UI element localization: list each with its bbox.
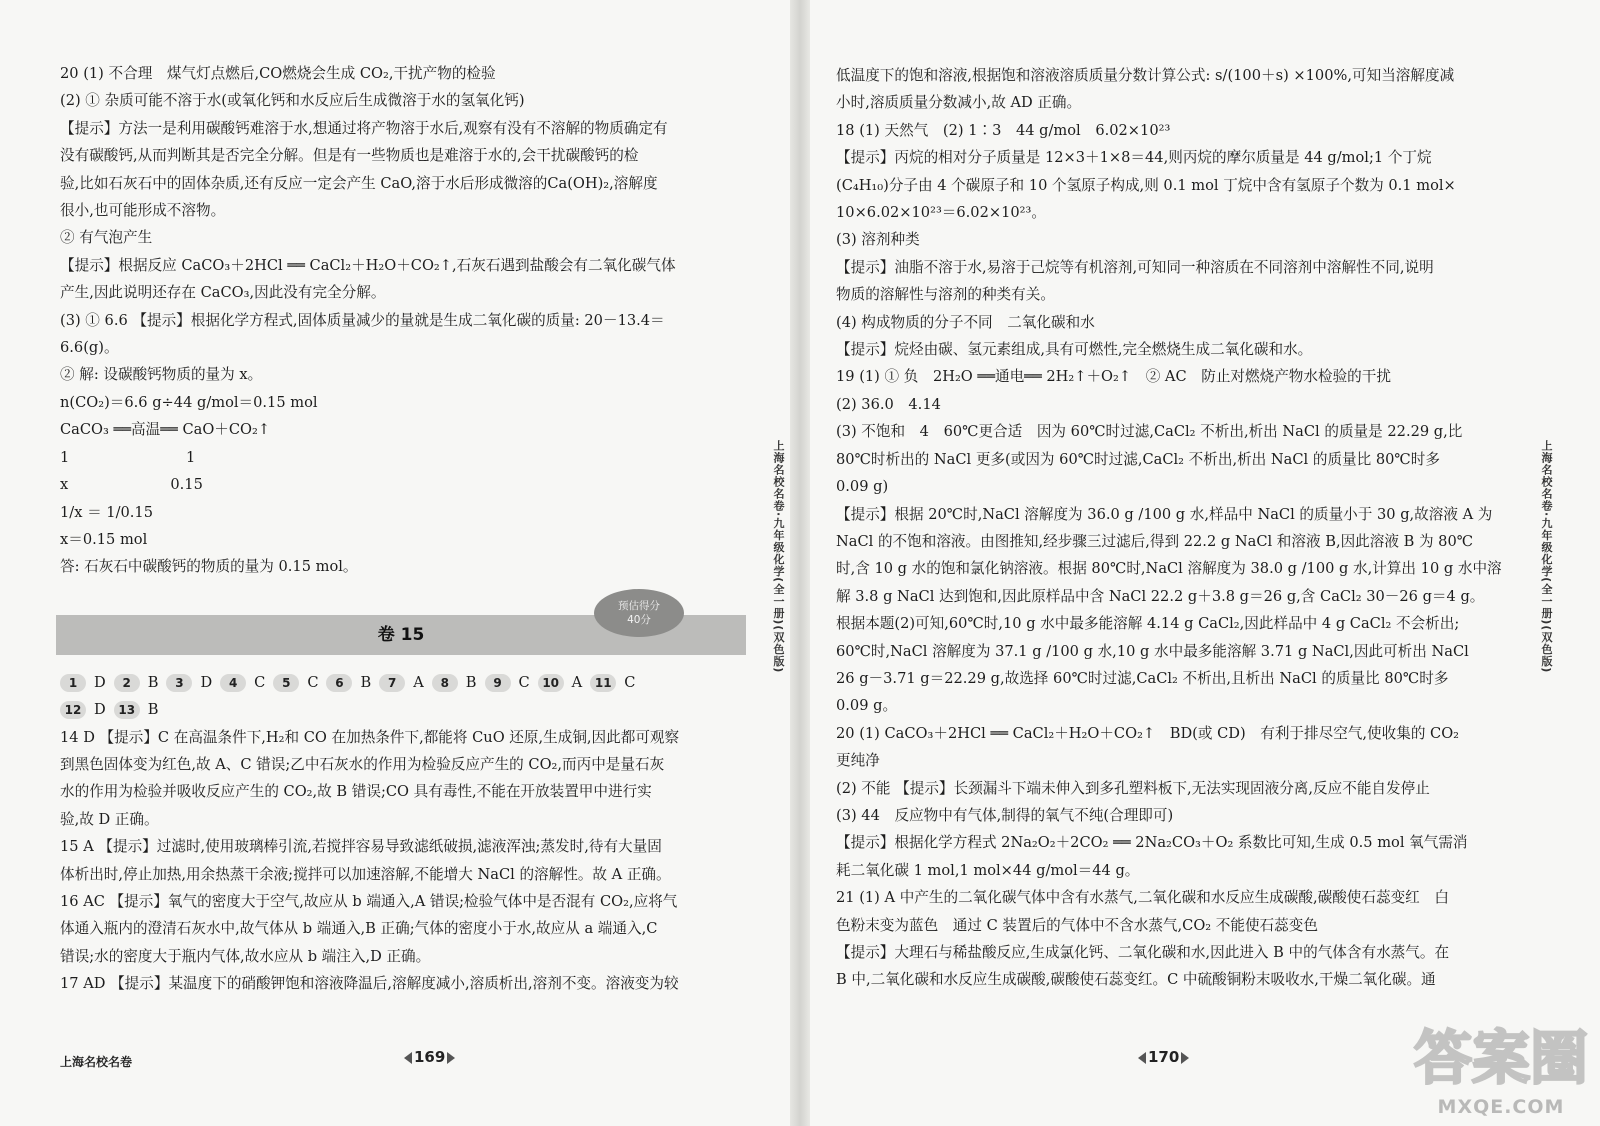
- section-banner: [56, 599, 746, 655]
- answer-value: A: [571, 673, 583, 691]
- score-bubble-line: 40分: [627, 613, 651, 626]
- question-number-badge: 8: [432, 674, 458, 692]
- text-line: 21 (1) A 中产生的二氧化碳气体中含有水蒸气,二氧化碳和水反应生成碳酸,碳酸使石蕊变红 白: [836, 889, 1449, 907]
- answer-value: A: [413, 673, 424, 691]
- left-page-content: [60, 60, 760, 998]
- text-line: ② 有气泡产生: [60, 229, 153, 247]
- score-bubble: [594, 589, 684, 637]
- answer-value: B: [147, 701, 159, 719]
- text-line: x 0.15: [60, 476, 203, 494]
- answer-value: B: [360, 673, 372, 691]
- text-line: 15 A 【提示】过滤时,使用玻璃棒引流,若搅拌容易导致滤纸破损,滤液浑浊;蒸发时,待有大量固: [60, 838, 662, 856]
- text-line: 低温度下的饱和溶液,根据饱和溶液溶质质量分数计算公式: s/(100＋s) ×100%,可知当溶解度减: [836, 67, 1455, 84]
- question-number-badge: 5: [273, 674, 299, 692]
- arrow-right-icon: [1181, 1052, 1189, 1064]
- text-line: 体析出时,停止加热,用余热蒸干余液;搅拌可以加速溶解,不能增大 NaCl 的溶解性。故 A 正确。: [60, 865, 671, 883]
- text-line: 6.6(g)。: [60, 339, 119, 357]
- text-line: (3) 不饱和 4 60℃更合适 因为 60℃时过滤,CaCl₂ 不析出,析出 NaCl 的质量是 22.29 g,比: [836, 423, 1463, 441]
- text-line: 【提示】油脂不溶于水,易溶于己烷等有机溶剂,可知同一种溶质在不同溶剂中溶解性不同,说明: [836, 258, 1434, 276]
- watermark-logo: [1408, 1010, 1594, 1120]
- text-line: 产生,因此说明还存在 CaCO₃,因此没有完全分解。: [60, 284, 386, 302]
- text-line: 没有碳酸钙,从而判断其是否完全分解。但是有一些物质也是难溶于水的,会干扰碳酸钙的检: [60, 147, 639, 165]
- page-number: [404, 1048, 455, 1066]
- text-line: 小时,溶质质量分数减小,故 AD 正确。: [836, 94, 1082, 112]
- text-line: ② 解: 设碳酸钙物质的量为 x。: [60, 366, 263, 384]
- text-line: 更纯净: [836, 752, 880, 770]
- text-line: 80℃时析出的 NaCl 更多(或因为 60℃时过滤,CaCl₂ 不析出,析出 NaCl 的质量比 80℃时多: [836, 450, 1440, 468]
- question-number-badge: 3: [166, 674, 192, 692]
- answer-row-2: [60, 696, 760, 723]
- text-line: 0.09 g。: [836, 697, 898, 715]
- text-line: (2) 36.0 4.14: [836, 395, 941, 413]
- text-line: 【提示】根据 20℃时,NaCl 溶解度为 36.0 g /100 g 水,样品中 NaCl 的质量小于 30 g,故溶液 A 为: [836, 505, 1493, 523]
- text-line: 16 AC 【提示】氧气的密度大于空气,故应从 b 端通入,A 错误;检验气体中是否混有 CO₂,应将气: [60, 892, 678, 910]
- right-page-content: [836, 62, 1546, 994]
- answer-value: B: [465, 673, 477, 691]
- section-title: 卷 15: [377, 624, 425, 645]
- text-line: x＝0.15 mol: [60, 530, 148, 548]
- text-line: 20 (1) 不合理 煤气灯点燃后,CO燃烧会生成 CO₂,干扰产物的检验: [60, 65, 496, 82]
- text-line: 【提示】根据化学方程式 2Na₂O₂＋2CO₂ ══ 2Na₂CO₃＋O₂ 系数比可知,生成 0.5 mol 氧气需消: [836, 834, 1468, 852]
- question-number-badge: 2: [114, 674, 140, 692]
- text-line: 19 (1) ① 负 2H₂O ══通电══ 2H₂↑＋O₂↑ ② AC 防止对燃烧产物水检验的干扰: [836, 368, 1391, 386]
- text-line: (3) 溶剂种类: [836, 231, 920, 249]
- text-line: 验,故 D 正确。: [60, 810, 159, 828]
- question-number-badge: 1: [60, 674, 86, 692]
- text-line: 根据本题(2)可知,60℃时,10 g 水中最多能溶解 4.14 g CaCl₂,因此样品中 4 g CaCl₂ 不会析出;: [836, 615, 1460, 633]
- left-page: [0, 0, 792, 1126]
- text-line: 0.09 g): [836, 478, 889, 496]
- text-line: (3) ① 6.6 【提示】根据化学方程式,固体质量减少的量就是生成二氧化碳的质量: 20－13.4＝: [60, 311, 665, 329]
- text-line: 解 3.8 g NaCl 达到饱和,因此原样品中含 NaCl 22.2 g＋3.8 g＝26 g,含 CaCl₂ 30－26 g＝4 g。: [836, 587, 1485, 605]
- text-line: 60℃时,NaCl 溶解度为 37.1 g /100 g 水,10 g 水中最多能溶解 3.71 g NaCl,因此可析出 NaCl: [836, 642, 1469, 660]
- text-line: 错误;水的密度大于瓶内气体,故水应从 b 端注入,D 正确。: [60, 947, 431, 965]
- question-number-badge: 11: [590, 674, 616, 692]
- watermark-glyph: 答案圈: [1413, 1024, 1589, 1092]
- answer-value: C: [254, 673, 266, 691]
- page-number-text: 169: [414, 1048, 446, 1066]
- text-line: 体通入瓶内的澄清石灰水中,故气体从 b 端通入,B 正确;气体的密度小于水,故应从 a 端通入,C: [60, 920, 658, 938]
- text-line: 18 (1) 天然气 (2) 1∶3 44 g/mol 6.02×10²³: [836, 121, 1171, 139]
- text-line: 1 1: [60, 448, 196, 466]
- right-page: [800, 0, 1600, 1126]
- text-line: 【提示】丙烷的相对分子质量是 12×3＋1×8＝44,则丙烷的摩尔质量是 44 g/mol;1 个丁烷: [836, 149, 1432, 167]
- text-line: 10×6.02×10²³＝6.02×10²³。: [836, 204, 1046, 222]
- text-line: (3) 44 反应物中有气体,制得的氧气不纯(合理即可): [836, 806, 1174, 824]
- side-running-title: 上海名校名卷·九年级化学(全一册)(双色版): [1540, 440, 1553, 674]
- footer-book-title: 上海名校名卷: [60, 1055, 133, 1069]
- question-number-badge: 6: [326, 674, 352, 692]
- text-line: 26 g－3.71 g＝22.29 g,故选择 60℃时过滤,CaCl₂ 不析出,且析出 NaCl 的质量比 80℃时多: [836, 669, 1449, 687]
- answer-value: C: [518, 673, 530, 691]
- text-line: B 中,二氧化碳和水反应生成碳酸,碳酸使石蕊变红。C 中硫酸铜粉末吸收水,干燥二氧化碳。通: [836, 971, 1436, 989]
- answer-row-1: [60, 669, 760, 696]
- watermark-glyph-icon: [1408, 1010, 1594, 1100]
- answer-value: C: [307, 673, 319, 691]
- text-line: 20 (1) CaCO₃＋2HCl ══ CaCl₂＋H₂O＋CO₂↑ BD(或 CD) 有利于排尽空气,使收集的 CO₂: [836, 724, 1460, 742]
- text-line: 物质的溶解性与溶剂的种类有关。: [836, 286, 1055, 304]
- answer-value: D: [200, 673, 213, 691]
- question-number-badge: 13: [114, 701, 140, 719]
- text-line: 到黑色固体变为红色,故 A、C 错误;乙中石灰水的作用为检验反应产生的 CO₂,而丙中是量石灰: [60, 755, 665, 773]
- question-number-badge: 7: [379, 674, 405, 692]
- question-number-badge: 9: [485, 674, 511, 692]
- text-line: 17 AD 【提示】某温度下的硝酸钾饱和溶液降温后,溶解度减小,溶质析出,溶剂不变。溶液变为较: [60, 975, 679, 993]
- watermark-text: MXQE.COM: [1437, 1096, 1565, 1118]
- page-number-text: 170: [1148, 1048, 1180, 1066]
- text-line: (C₄H₁₀)分子由 4 个碳原子和 10 个氢原子构成,则 0.1 mol 丁烷中含有氢原子个数为 0.1 mol×: [836, 176, 1456, 194]
- text-line: n(CO₂)＝6.6 g÷44 g/mol＝0.15 mol: [60, 393, 318, 411]
- question-number-badge: 10: [538, 674, 564, 692]
- answer-value: D: [94, 673, 106, 691]
- answer-value: C: [624, 673, 636, 691]
- answer-value: B: [147, 673, 159, 691]
- arrow-left-icon: [404, 1052, 412, 1064]
- text-line: CaCO₃ ══高温══ CaO＋CO₂↑: [60, 421, 271, 439]
- text-line: 【提示】大理石与稀盐酸反应,生成氯化钙、二氧化碳和水,因此进入 B 中的气体含有水蒸气。在: [836, 944, 1450, 961]
- text-line: 1/x ＝ 1/0.15: [60, 503, 153, 521]
- score-bubble-line: 预估得分: [618, 599, 660, 612]
- text-line: 答: 石灰石中碳酸钙的物质的量为 0.15 mol。: [60, 558, 358, 576]
- text-line: 很小,也可能形成不溶物。: [60, 202, 226, 220]
- text-line: 耗二氧化碳 1 mol,1 mol×44 g/mol＝44 g。: [836, 861, 1140, 879]
- arrow-right-icon: [447, 1052, 455, 1064]
- page-number: [1138, 1048, 1189, 1066]
- question-number-badge: 4: [220, 674, 246, 692]
- answer-value: D: [94, 701, 106, 719]
- text-line: 【提示】烷烃由碳、氢元素组成,具有可燃性,完全燃烧生成二氧化碳和水。: [836, 341, 1313, 359]
- text-line: 14 D 【提示】C 在高温条件下,H₂和 CO 在加热条件下,都能将 CuO 还原,生成铜,因此都可观察: [60, 728, 680, 746]
- text-line: 水的作用为检验并吸收反应产生的 CO₂,故 B 错误;CO 具有毒性,不能在开放装置甲中进行实: [60, 783, 652, 801]
- text-line: 时,含 10 g 水的饱和氯化钠溶液。根据 80℃时,NaCl 溶解度为 38.0 g /100 g 水,计算出 10 g 水中溶: [836, 560, 1502, 578]
- text-line: 色粉末变为蓝色 通过 C 装置后的气体中不含水蒸气,CO₂ 不能使石蕊变色: [836, 916, 1318, 934]
- question-number-badge: 12: [60, 701, 86, 719]
- text-line: 【提示】根据反应 CaCO₃＋2HCl ══ CaCl₂＋H₂O＋CO₂↑,石灰石遇到盐酸会有二氧化碳气体: [60, 256, 676, 274]
- text-line: NaCl 的不饱和溶液。由图推知,经步骤三过滤后,得到 22.2 g NaCl 和溶液 B,因此溶液 B 为 80℃: [836, 532, 1474, 550]
- text-line: (4) 构成物质的分子不同 二氧化碳和水: [836, 313, 1095, 331]
- text-line: 验,比如石灰石中的固体杂质,还有反应一定会产生 CaO,溶于水后形成微溶的Ca(OH)₂,溶解度: [60, 174, 658, 192]
- arrow-left-icon: [1138, 1052, 1146, 1064]
- side-running-title: 上海名校名卷·九年级化学(全一册)(双色版): [772, 440, 785, 674]
- text-line: 【提示】方法一是利用碳酸钙难溶于水,想通过将产物溶于水后,观察有没有不溶解的物质确定有: [60, 119, 668, 137]
- text-line: (2) 不能 【提示】长颈漏斗下端未伸入到多孔塑料板下,无法实现固液分离,反应不能自发停止: [836, 779, 1430, 797]
- text-line: (2) ① 杂质可能不溶于水(或氧化钙和水反应后生成微溶于水的氢氧化钙): [60, 92, 525, 110]
